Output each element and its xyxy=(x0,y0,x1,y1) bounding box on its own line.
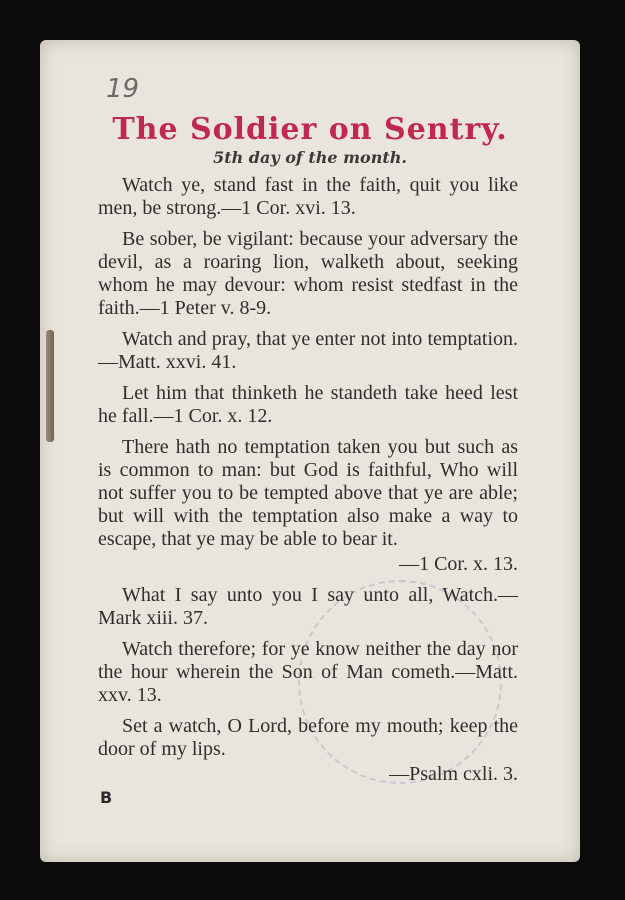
verse-2: Be sober, be vigilant: because your adversary the devil, as a roaring lion, walketh about, seeking whom he may devour: whom resist stedfast in the faith.—1 Peter v. 8-9. xyxy=(98,228,518,319)
booklet-page xyxy=(40,40,580,862)
verse-4: Let him that thinketh he standeth take heed lest he fall.—1 Cor. x. 12. xyxy=(98,382,518,427)
verse-8-reference: —Psalm cxli. 3. xyxy=(389,763,518,785)
verse-6: What I say unto you I say unto all, Watch.—Mark xiii. 37. xyxy=(98,584,518,629)
verse-5-reference: —1 Cor. x. 13. xyxy=(399,553,518,575)
page-title: The Soldier on Sentry. xyxy=(112,112,508,147)
verse-5: There hath no temptation taken you but such as is common to man: but God is faithful, Who will not suffer you to be tempted above that ye are able; but will with the temptation also make a way to escape, that ye may be able to bear it. xyxy=(98,436,518,550)
verse-7: Watch therefore; for ye know neither the day nor the hour wherein the Son of Man cometh.—Matt. xxv. 13. xyxy=(98,638,518,706)
scripture-text xyxy=(98,174,518,794)
verse-3: Watch and pray, that ye enter not into temptation.—Matt. xxvi. 41. xyxy=(98,328,518,373)
verse-8: Set a watch, O Lord, before my mouth; keep the door of my lips. xyxy=(98,715,518,760)
verse-1: Watch ye, stand fast in the faith, quit you like men, be strong.—1 Cor. xvi. 13. xyxy=(98,174,518,219)
day-subtitle: 5th day of the month. xyxy=(213,148,407,167)
handwritten-page-number: 19 xyxy=(106,74,140,104)
printer-signature-mark: B xyxy=(100,788,113,807)
binding-strip xyxy=(46,330,54,442)
